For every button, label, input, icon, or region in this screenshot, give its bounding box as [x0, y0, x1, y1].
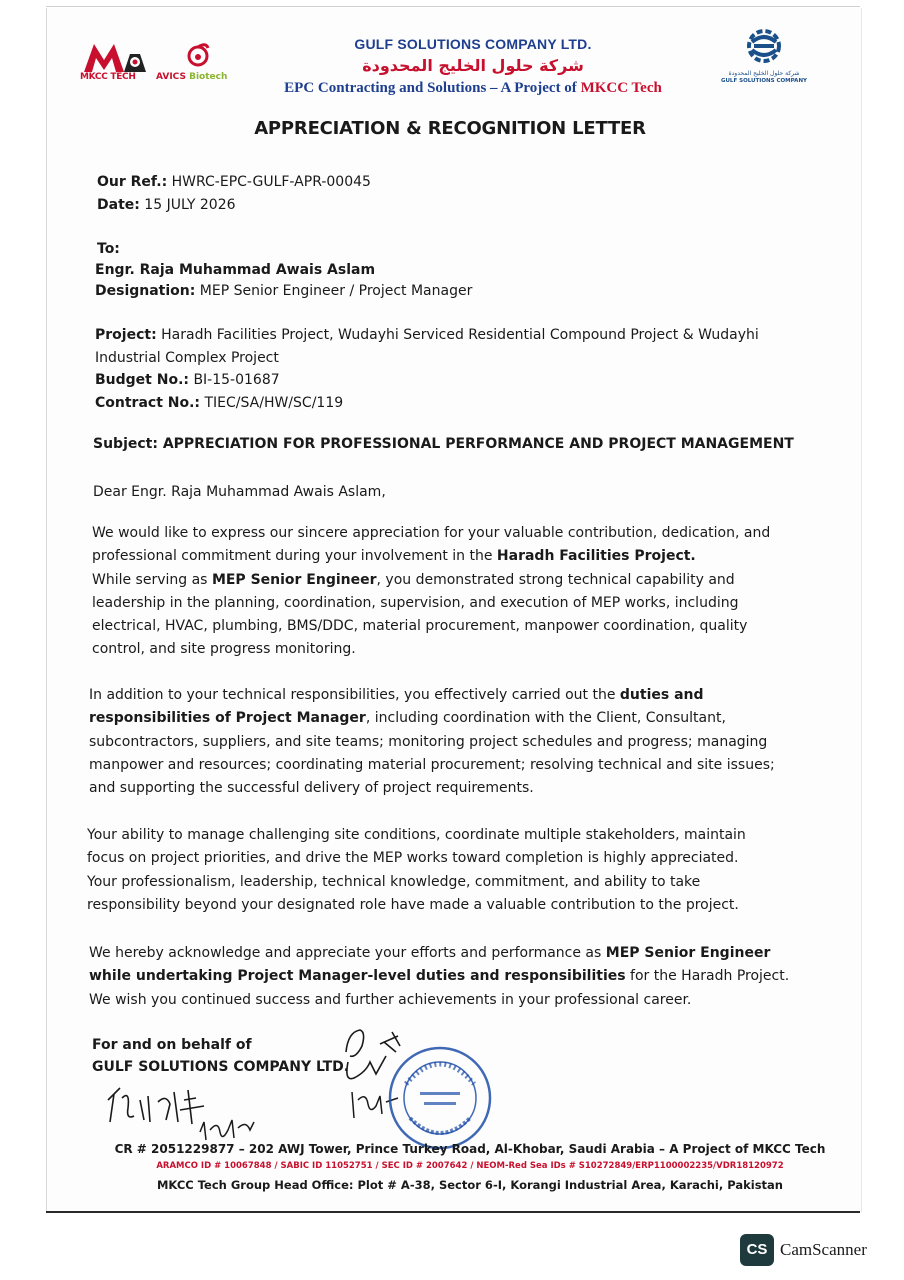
recipient-name: Engr. Raja Muhammad Awais Aslam	[95, 262, 376, 278]
designation-line: Designation: MEP Senior Engineer / Project Manager	[95, 283, 473, 299]
p3-line: focus on project priorities, and drive the MEP works toward completion is highly appreciated.	[87, 850, 739, 867]
p4-line: We wish you continued success and further achievements in your professional career.	[89, 991, 692, 1008]
paragraph-3	[87, 824, 746, 917]
mkcc-m-icon	[80, 40, 154, 74]
company-tagline: EPC Contracting and Solutions – A Project of MKCC Tech	[284, 80, 662, 96]
date-line: Date: 15 JULY 2026	[97, 197, 236, 213]
p3-line: Your ability to manage challenging site conditions, coordinate multiple stakeholders, maintain	[87, 827, 746, 843]
p1-line: electrical, HVAC, plumbing, BMS/DDC, material procurement, manpower coordination, quality	[92, 618, 748, 635]
p2-line: In addition to your technical responsibilities, you effectively carried out the duties and	[89, 687, 704, 703]
footer-address: CR # 2051229877 – 202 AWJ Tower, Prince Turkey Road, Al-Khobar, Saudi Arabia – A Project of MKCC Tech	[114, 1142, 826, 1156]
page-top-edge	[46, 6, 860, 7]
gulf-solutions-logo	[712, 26, 816, 86]
page-bottom-edge	[46, 1211, 860, 1213]
p1-line: professional commitment during your involvement in the Haradh Facilities Project.	[92, 548, 696, 565]
p1-line: control, and site progress monitoring.	[92, 641, 356, 658]
p1-line: We would like to express our sincere appreciation for your valuable contribution, dedication, and	[92, 525, 771, 541]
p2-line: and supporting the successful delivery of project requirements.	[89, 780, 534, 797]
company-name-arabic: شركة حلول الخليج المحدودة	[362, 56, 584, 75]
p3-line: responsibility beyond your designated role have made a valuable contribution to the project.	[87, 896, 739, 913]
gulf-gear-icon	[738, 26, 790, 66]
p4-line: while undertaking Project Manager-level duties and responsibilities for the Haradh Project.	[89, 968, 790, 985]
to-label: To:	[97, 241, 120, 257]
gulf-logo-arabic: شركة حلول الخليج المحدودة	[728, 70, 800, 77]
paragraph-2	[89, 684, 775, 800]
handwritten-signature-left	[100, 1080, 270, 1150]
mkcc-logo-text: MKCC TECH	[80, 72, 136, 82]
budget-line: Budget No.: BI-15-01687	[95, 372, 280, 388]
p2-line: responsibilities of Project Manager, including coordination with the Client, Consultant,	[89, 710, 726, 727]
footer-vendor-ids: ARAMCO ID # 10067848 / SABIC ID 11052751 / SEC ID # 2007642 / NEOM-Red Sea IDs # S10272849/ERP1100002235/VDR18120972	[156, 1161, 784, 1171]
p3-line: Your professionalism, leadership, technical knowledge, commitment, and ability to take	[87, 873, 701, 890]
p2-line: subcontractors, suppliers, and site teams; monitoring project schedules and progress; managing	[89, 733, 768, 750]
p1-line: While serving as MEP Senior Engineer, you demonstrated strong technical capability and	[92, 571, 735, 588]
avics-swirl-icon	[178, 40, 218, 72]
paragraph-4	[89, 942, 789, 1012]
gulf-logo-english: GULF SOLUTIONS COMPANY	[720, 78, 808, 84]
reference-line: Our Ref.: HWRC-EPC-GULF-APR-00045	[97, 174, 371, 190]
company-stamp	[386, 1044, 494, 1152]
closing-company: GULF SOLUTIONS COMPANY LTD.	[92, 1059, 350, 1075]
camscanner-brand: CamScanner	[780, 1240, 867, 1259]
company-name: GULF SOLUTIONS COMPANY LTD.	[354, 36, 592, 52]
p1-line: leadership in the planning, coordination, supervision, and execution of MEP works, including	[92, 594, 739, 611]
salutation: Dear Engr. Raja Muhammad Awais Aslam,	[93, 484, 386, 500]
p4-line: We hereby acknowledge and appreciate your efforts and performance as MEP Senior Engineer	[89, 945, 771, 961]
camscanner-watermark	[740, 1234, 890, 1268]
project-line-2: Industrial Complex Project	[95, 350, 279, 366]
project-line-1: Project: Haradh Facilities Project, Wudayhi Serviced Residential Compound Project & Wudayhi	[95, 327, 759, 343]
letter-title: APPRECIATION & RECOGNITION LETTER	[254, 118, 646, 139]
p2-line: manpower and resources; coordinating material procurement; resolving technical and site issues;	[89, 756, 775, 773]
paragraph-1	[92, 522, 770, 662]
camscanner-icon: CS	[740, 1234, 774, 1266]
contract-line: Contract No.: TIEC/SA/HW/SC/119	[95, 395, 344, 411]
avics-logo-text: AVICS Biotech	[156, 72, 228, 82]
mkcc-tech-logo	[80, 40, 154, 84]
avics-biotech-logo	[156, 40, 238, 86]
subject-line: Subject: APPRECIATION FOR PROFESSIONAL PERFORMANCE AND PROJECT MANAGEMENT	[93, 436, 794, 452]
closing-line-1: For and on behalf of	[92, 1037, 252, 1053]
footer-head-office: MKCC Tech Group Head Office: Plot # A-38, Sector 6-I, Korangi Industrial Area, Karachi, Pakistan	[156, 1178, 783, 1192]
